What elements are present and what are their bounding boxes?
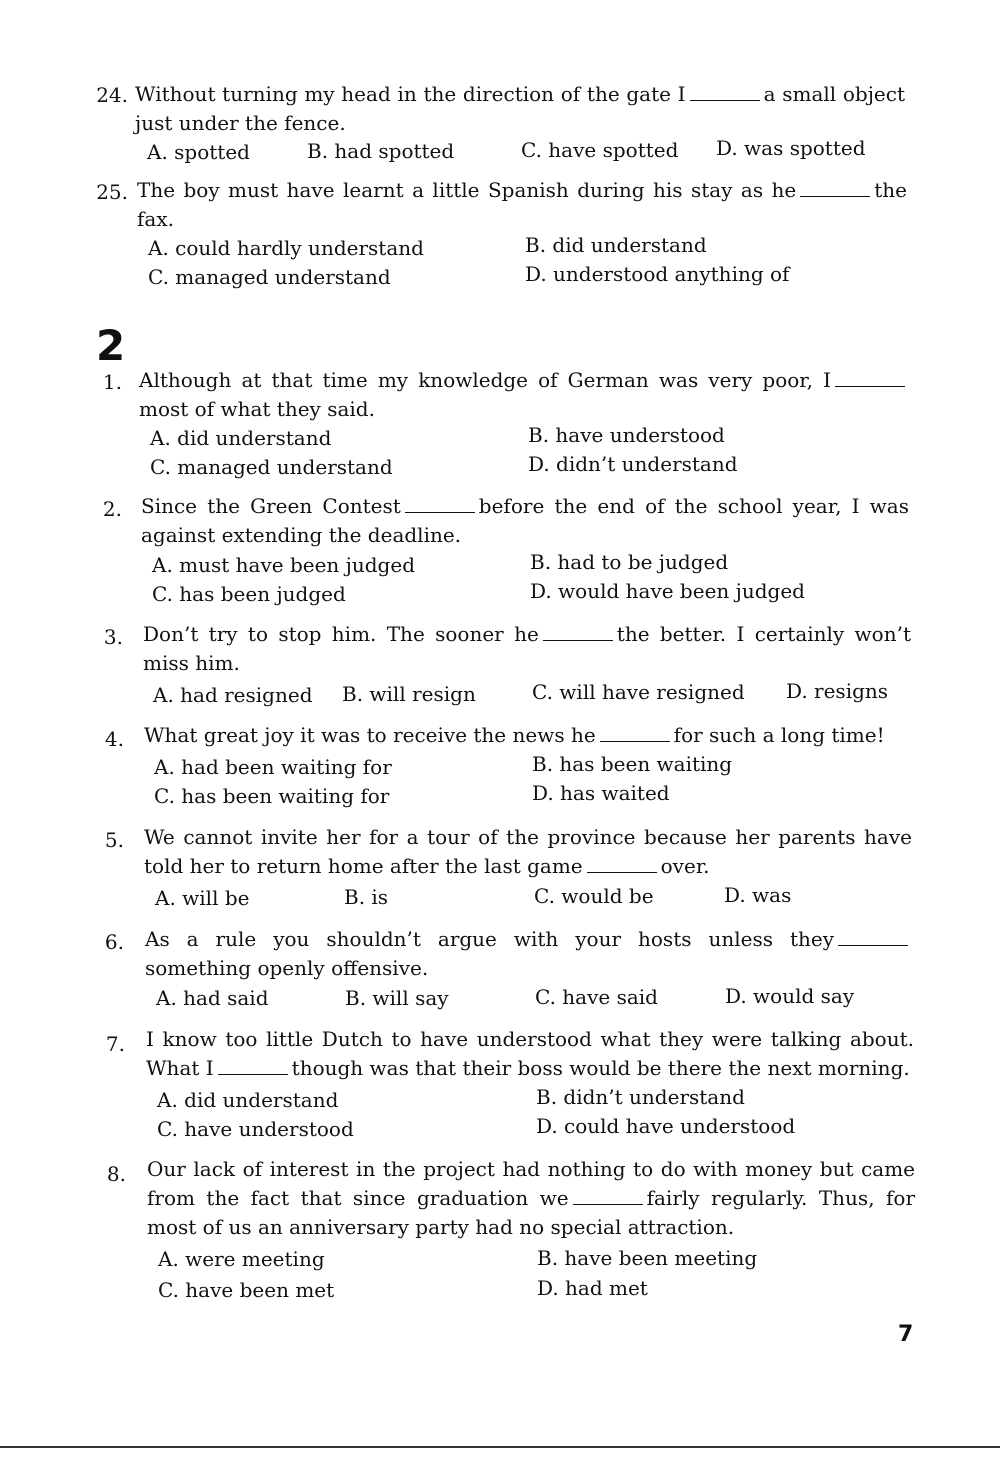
option-d: D. resigns	[786, 679, 889, 703]
option-d: D. could have understood	[536, 1114, 796, 1138]
question-number: 6.	[104, 930, 124, 954]
question-number: 7.	[105, 1032, 125, 1056]
question-stem: Our lack of interest in the project had nothing to do with money but came from the fact that since graduation we fairly regularly. Thus, for most of us an anniversary party had no special attraction.	[147, 1157, 915, 1239]
option-d: D. has waited	[532, 781, 670, 805]
answer-blank	[835, 368, 905, 387]
question-number: 4.	[104, 727, 124, 751]
page-number: 7	[898, 1322, 914, 1347]
question-stem: Since the Green Contest before the end of the school year, I was against extending the deadline.	[141, 494, 909, 547]
option-b: B. did understand	[525, 233, 707, 257]
section-heading: 2	[96, 321, 126, 370]
answer-blank	[690, 82, 760, 101]
option-b: B. is	[344, 885, 389, 909]
question-number: 5.	[104, 828, 124, 852]
question-stem: I know too little Dutch to have understood what they were talking about. What I though was that their boss would be there the next morning.	[146, 1027, 914, 1080]
option-a: A. will be	[155, 886, 250, 910]
option-d: D. was spotted	[716, 136, 866, 160]
answer-blank	[543, 622, 613, 641]
option-c: C. have spotted	[521, 138, 679, 162]
option-d: D. was	[724, 883, 792, 907]
answer-blank	[600, 723, 670, 742]
answer-blank	[573, 1186, 643, 1205]
question-stem: We cannot invite her for a tour of the province because her parents have told her to return home after the last game over.	[144, 825, 912, 878]
answer-blank	[800, 178, 870, 197]
question-stem: What great joy it was to receive the news he for such a long time!	[144, 723, 885, 747]
question-number: 25.	[96, 180, 128, 204]
option-a: A. did understand	[157, 1088, 339, 1112]
option-c: C. have understood	[157, 1117, 354, 1141]
question-number: 1.	[102, 370, 122, 394]
option-a: A. could hardly understand	[148, 236, 424, 260]
question-stem: The boy must have learnt a little Spanish during his stay as he the fax.	[137, 178, 907, 231]
option-c: C. have been met	[158, 1278, 335, 1302]
option-b: B. have understood	[528, 423, 725, 447]
option-d: D. would have been judged	[530, 579, 805, 603]
option-c: C. managed understand	[148, 265, 391, 289]
option-b: B. have been meeting	[537, 1246, 758, 1270]
answer-blank	[405, 494, 475, 513]
option-a: A. must have been judged	[152, 553, 415, 577]
question-number: 8.	[106, 1162, 126, 1186]
option-d: D. didn’t understand	[528, 452, 738, 476]
option-a: A. had said	[156, 986, 269, 1010]
option-a: A. spotted	[147, 140, 250, 164]
option-a: A. were meeting	[158, 1247, 325, 1271]
question-stem: Don’t try to stop him. The sooner he the better. I certainly won’t miss him.	[143, 622, 911, 675]
option-b: B. didn’t understand	[536, 1085, 745, 1109]
question-number: 3.	[103, 625, 123, 649]
option-c: C. will have resigned	[532, 680, 745, 704]
option-d: D. had met	[537, 1276, 648, 1300]
option-b: B. will resign	[342, 682, 476, 706]
option-a: A. had been waiting for	[154, 755, 392, 779]
answer-blank	[587, 854, 657, 873]
question-stem: As a rule you shouldn’t argue with your hosts unless theysomething openly offensive.	[145, 925, 912, 983]
question-stem: Although at that time my knowledge of German was very poor, Imost of what they said.	[139, 366, 909, 424]
option-c: C. managed understand	[150, 455, 393, 479]
option-b: B. had to be judged	[530, 550, 729, 574]
option-b: B. had spotted	[307, 139, 455, 163]
option-d: D. understood anything of	[525, 262, 790, 286]
option-c: C. has been waiting for	[154, 784, 390, 808]
page-bottom-rule	[0, 1446, 1000, 1448]
option-d: D. would say	[725, 984, 855, 1008]
question-number: 24.	[96, 83, 128, 107]
answer-blank	[218, 1056, 288, 1075]
option-b: B. has been waiting	[532, 752, 733, 776]
option-b: B. will say	[345, 986, 449, 1010]
option-a: A. had resigned	[153, 683, 313, 707]
option-c: C. has been judged	[152, 582, 346, 606]
option-a: A. did understand	[150, 426, 332, 450]
question-number: 2.	[102, 497, 122, 521]
option-c: C. would be	[534, 884, 654, 908]
option-c: C. have said	[535, 985, 658, 1009]
question-stem: Without turning my head in the direction of the gate I a small object just under the fence.	[135, 82, 905, 135]
answer-blank	[838, 927, 908, 946]
